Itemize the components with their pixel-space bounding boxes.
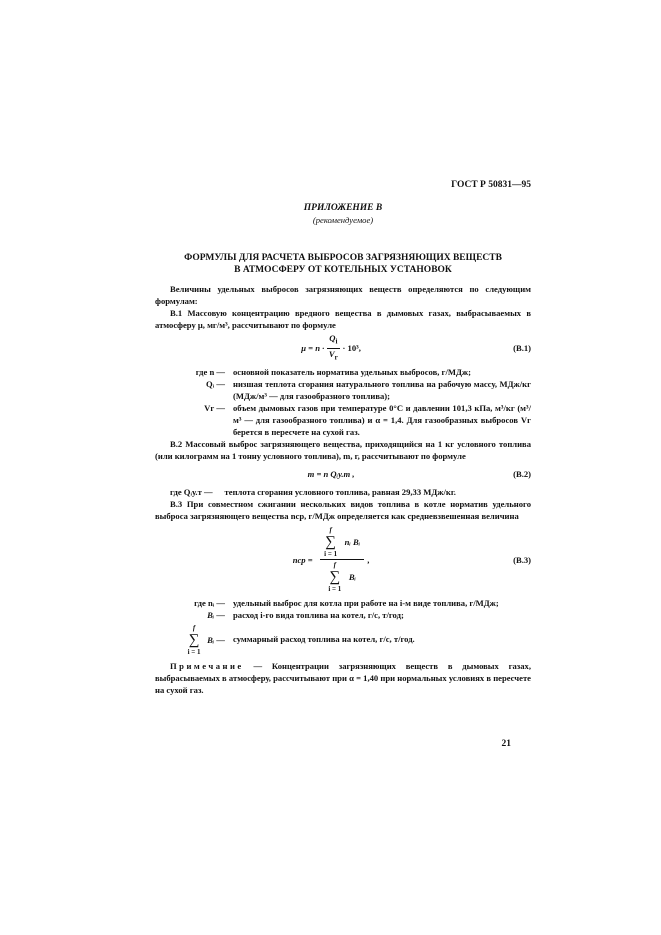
- heading-line-1: ФОРМУЛЫ ДЛЯ РАСЧЕТА ВЫБРОСОВ ЗАГРЯЗНЯЮЩИХ ВЕЩЕСТВ: [184, 253, 502, 263]
- heading-line-2: В АТМОСФЕРУ ОТ КОТЕЛЬНЫХ УСТАНОВОК: [234, 265, 452, 275]
- formula-b1-den-sub: г: [334, 353, 338, 362]
- definition-desc: основной показатель норматива удельных выбросов, г/МДж;: [233, 367, 471, 378]
- definitions-b1: [170, 366, 531, 438]
- formula-b1-tail: · 10³,: [342, 343, 361, 354]
- formula-b1-num-sub: i: [335, 337, 338, 346]
- definition-b3-term: Bᵢ —: [207, 610, 225, 621]
- note: [155, 660, 531, 696]
- definition-term: Vг —: [204, 403, 225, 414]
- sum-top: f: [192, 624, 196, 633]
- formula-b3-label: (В.3): [513, 554, 531, 565]
- formula-b3-fraction: [320, 526, 365, 593]
- formula-b1-den: V: [328, 348, 335, 359]
- definition-term: Qᵢ —: [206, 379, 225, 390]
- sum-symbol: [183, 624, 205, 656]
- definitions-b3: [170, 597, 531, 656]
- sum-top: f: [329, 526, 332, 535]
- sum-top: f: [333, 561, 336, 570]
- formula-b3-lhs: nср =: [292, 554, 313, 565]
- definition-desc: низшая теплота сгорания натурального топлива на рабочую массу, МДж/кг (МДж/м³ — для газообразного топлива);: [233, 379, 531, 402]
- sum-bottom: i = 1: [187, 648, 201, 657]
- formula-b3: [155, 526, 507, 593]
- note-label: Примечание: [170, 661, 244, 672]
- definition-term: где n —: [195, 367, 225, 378]
- formula-b3-numerator-group: [320, 526, 365, 560]
- definition-row: [170, 378, 531, 402]
- formula-b2-label: (В.2): [513, 469, 531, 480]
- definition-b3-desc: суммарный расход топлива на котел, г/с, т/год.: [233, 633, 415, 644]
- definition-b3-term: где nᵢ —: [194, 598, 225, 609]
- sum-icon: ∑: [188, 632, 200, 649]
- formula-b3-row: [155, 526, 531, 593]
- formula-b1-num: Q: [329, 333, 336, 343]
- definition-b2: [170, 486, 531, 498]
- note-text: — Концентрации загрязняющих веществ в дымовых газах, выбрасываемых в атмосферу, рассчитывают при α = 1,40 при нормальных условиях в пересчете на сухой газ.: [155, 661, 531, 696]
- definition-row: [170, 621, 531, 656]
- formula-b3-numerator: nᵢ Bᵢ: [344, 537, 361, 548]
- section-b1-text: В.1 Массовую концентрацию вредного вещества в дымовых газах, выбрасываемых в атмосферу μ, мг/м³, рассчитывают по формуле: [155, 308, 531, 330]
- definition-row: [170, 609, 531, 621]
- formula-b1-row: [155, 333, 531, 363]
- sum-icon: ∑: [329, 569, 341, 586]
- document-code: ГОСТ Р 50831—95: [451, 180, 531, 190]
- formula-b1: [155, 333, 507, 363]
- definition-b2-term: где Qᵢу.т —: [170, 487, 213, 498]
- definition-desc: объем дымовых газов при температуре 0°С и давлении 101,3 кПа, м³/кг (м³/м³ — для газообразного топлива) и α = 1,4. Для газообразных выбросов Vг берется в пересчете на сухой газ.: [233, 403, 531, 438]
- sum-bottom: i = 1: [328, 585, 342, 594]
- sum-symbol: [324, 561, 346, 593]
- sum-symbol: [320, 526, 342, 558]
- formula-b1-fraction: [327, 333, 339, 363]
- intro-paragraph: Величины удельных выбросов загрязняющих веществ определяются по следующим формулам:: [155, 284, 531, 306]
- formula-b3-denominator: Bᵢ: [348, 572, 357, 583]
- definition-row: [170, 597, 531, 609]
- definition-b2-desc: теплота сгорания условного топлива, равная 29,33 МДж/кг.: [224, 487, 456, 498]
- sum-bottom: i = 1: [324, 550, 338, 559]
- formula-b3-denominator-group: [324, 560, 360, 593]
- appendix-title: ПРИЛОЖЕНИЕ В: [303, 203, 383, 213]
- formula-b1-label: (В.1): [513, 343, 531, 354]
- definition-b3-term: Bᵢ —: [207, 635, 225, 646]
- formula-b1-lhs: μ = n ·: [301, 343, 325, 354]
- sum-icon: ∑: [325, 534, 336, 551]
- page-body: [155, 179, 531, 750]
- appendix-subtitle: (рекомендуемое): [312, 215, 374, 225]
- definition-b3-term-group: [170, 621, 233, 656]
- definition-row: [170, 402, 531, 438]
- section-b2-text: В.2 Массовый выброс загрязняющего вещества, приходящийся на 1 кг условного топлива (или килограмм на 1 тонну условного топлива), m, г, рассчитывают по формуле: [155, 439, 531, 462]
- section-b3-text: В.3 При совместном сжигании нескольких видов топлива в котле норматив удельного выброса загрязняющего вещества nср, г/МДж определяется как средневзвешенная величина: [155, 499, 531, 522]
- page-number: 21: [501, 739, 511, 750]
- formula-b2: m = n Qᵢу.т ,: [307, 469, 355, 480]
- definition-row: [170, 366, 531, 378]
- formula-b3-comma: ,: [367, 554, 370, 565]
- definition-b3-desc: удельный выброс для котла при работе на i-м виде топлива, г/МДж;: [233, 598, 499, 609]
- formula-b2-row: [155, 468, 531, 480]
- definition-b3-desc: расход i-го вида топлива на котел, г/с, т/год;: [233, 610, 404, 621]
